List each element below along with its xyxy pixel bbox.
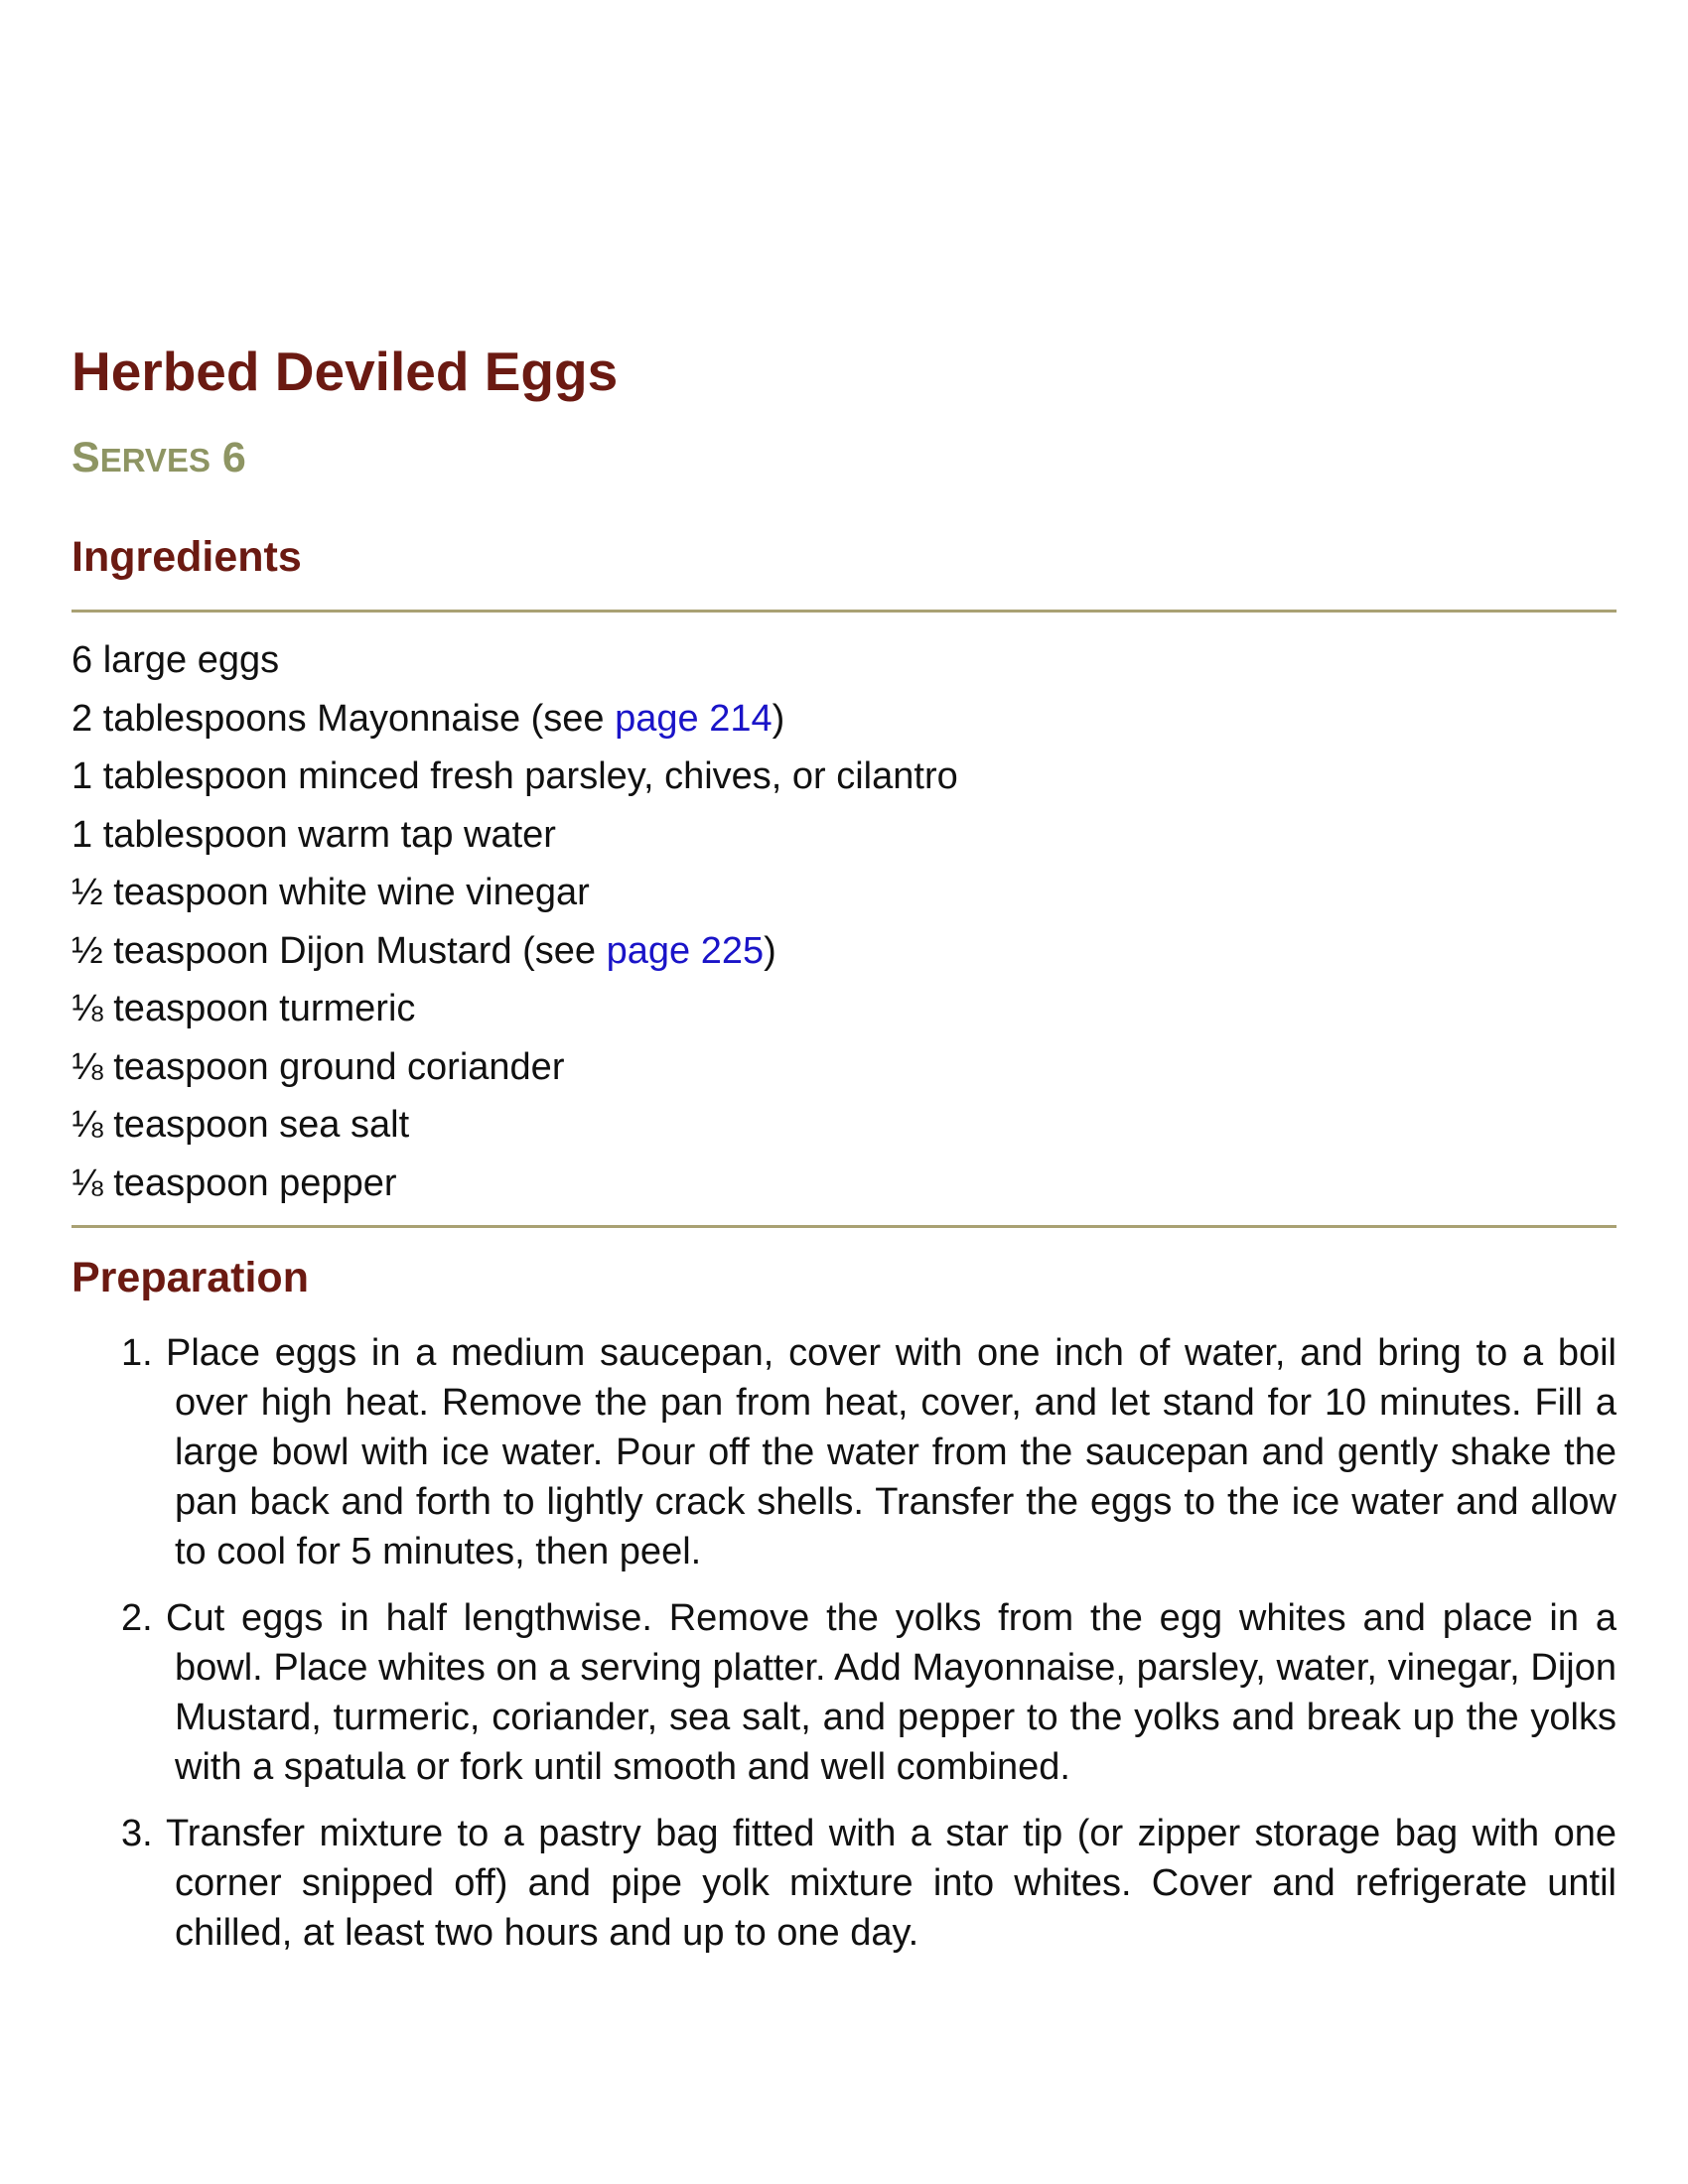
- step-number: 2.: [121, 1597, 153, 1639]
- ingredients-top-divider: [71, 610, 1617, 613]
- ingredient-item: 1 tablespoon minced fresh parsley, chives, or cilantro: [71, 755, 958, 797]
- ingredient-item: 6 large eggs: [71, 639, 280, 681]
- step-text: Place eggs in a medium saucepan, cover with one inch of water, and bring to a boil over high heat. Remove the pan from heat, cover, and let stand for 10 minutes. Fill a large bowl with ice water. Pour off the water from the saucepan and gently shake the pan back and forth to lightly crack shells. Transfer the eggs to the ice water and allow to cool for 5 minutes, then peel.: [166, 1332, 1617, 1572]
- step-text: Transfer mixture to a pastry bag fitted with a star tip (or zipper storage bag with one corner snipped off) and pipe yolk mixture into whites. Cover and refrigerate until chilled, at least two hours and up to one day.: [166, 1813, 1617, 1954]
- preparation-step: [71, 1593, 1617, 1792]
- ingredient-item: 1 tablespoon warm tap water: [71, 813, 556, 856]
- recipe-title: Herbed Deviled Eggs: [71, 341, 619, 402]
- ingredient-item: ⅛ teaspoon turmeric: [71, 988, 416, 1029]
- preparation-steps: [71, 1328, 1617, 1975]
- step-number: 3.: [121, 1813, 153, 1854]
- ingredients-heading: Ingredients: [71, 533, 302, 581]
- serves-rest: ERVES: [99, 442, 211, 478]
- ingredients-bottom-divider: [71, 1225, 1617, 1228]
- serves-initial: S: [71, 434, 100, 481]
- step-text: Cut eggs in half lengthwise. Remove the yolks from the egg whites and place in a bowl. Place whites on a serving platter. Add Mayonnaise, parsley, water, vinegar, Dijon Mustard, turmeric, coriander, sea salt, and pepper to the yolks and break up the yolks with a spatula or fork until smooth and well combined.: [166, 1597, 1617, 1788]
- ingredient-item: ⅛ teaspoon ground coriander: [71, 1045, 565, 1088]
- ingredient-item: ½ teaspoon white wine vinegar: [71, 872, 590, 913]
- preparation-step: [71, 1328, 1617, 1576]
- ingredient-item: ½ teaspoon Dijon Mustard (see page 225): [71, 929, 776, 972]
- serves-count: 6: [221, 434, 246, 481]
- preparation-heading: Preparation: [71, 1254, 309, 1301]
- page-225-link[interactable]: page 225: [606, 929, 765, 972]
- ingredient-item: ⅛ teaspoon pepper: [71, 1161, 397, 1204]
- preparation-step: [71, 1809, 1617, 1958]
- serves-label: [71, 435, 246, 481]
- ingredient-item: 2 tablespoons Mayonnaise (see page 214): [71, 697, 785, 740]
- ingredients-list: [71, 631, 958, 1212]
- page-214-link[interactable]: page 214: [615, 697, 773, 740]
- step-number: 1.: [121, 1332, 153, 1374]
- ingredient-item: ⅛ teaspoon sea salt: [71, 1104, 410, 1146]
